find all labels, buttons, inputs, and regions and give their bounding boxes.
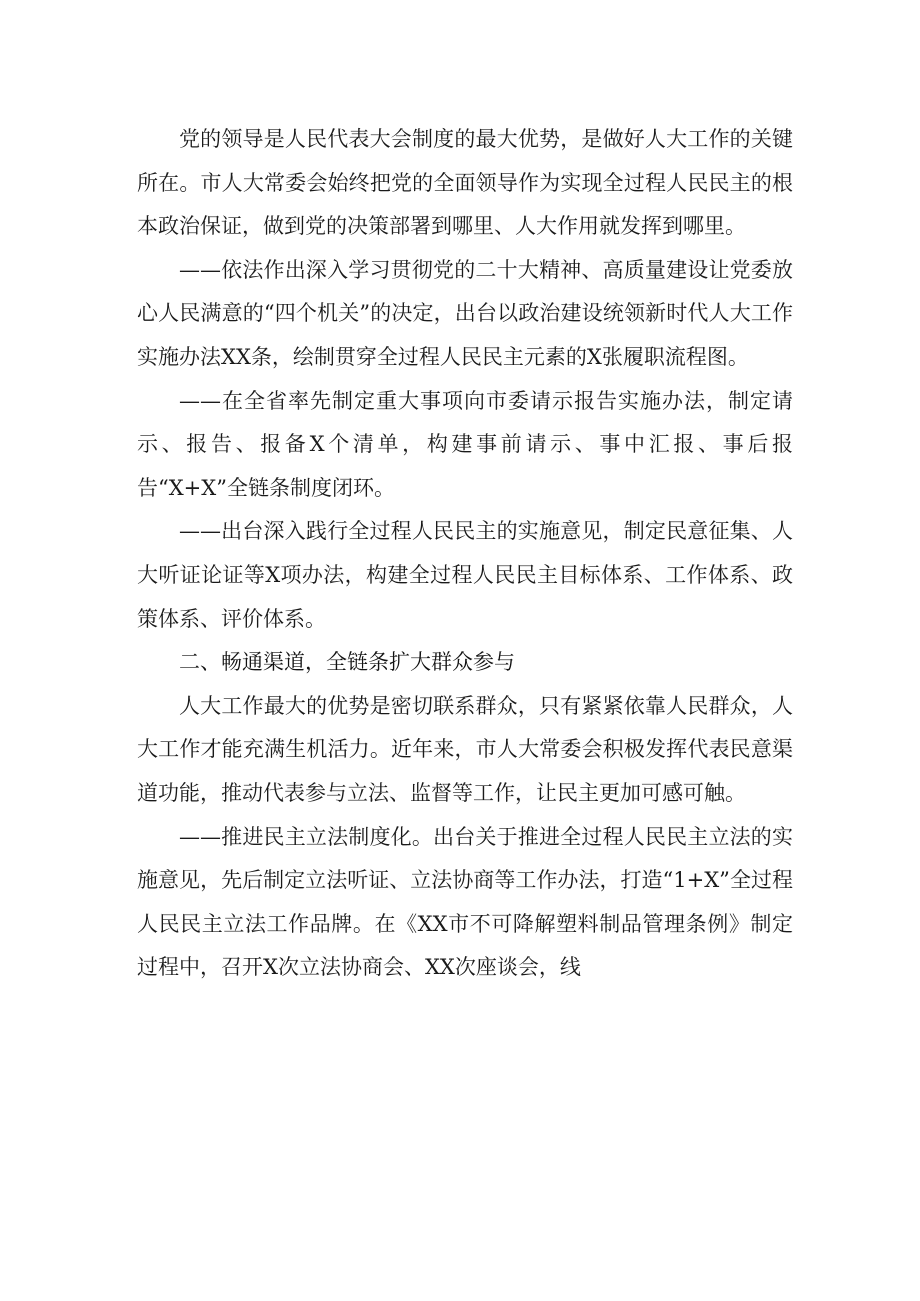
document-body [137, 118, 793, 990]
paragraph-whole-process-democracy: ——出台深入践行全过程人民民主的实施意见，制定民意征集、人大听证论证等X项办法，构建全过程人民民主目标体系、工作体系、政策体系、评价体系。 [137, 519, 793, 631]
section-heading-2: 二、畅通渠道，全链条扩大群众参与 [179, 650, 515, 675]
paragraph-democratic-legislation: ——推进民主立法制度化。出台关于推进全过程人民民主立法的实施意见，先后制定立法听证、立法协商等工作办法，打造“1+X”全过程人民民主立法工作品牌。在《XX市不可降解塑料制品管理条例》制定过程中，召开X次立法协商会、XX次座谈会，线 [137, 824, 793, 980]
paragraph-four-organs-decision: ——依法作出深入学习贯彻党的二十大精神、高质量建设让党委放心人民满意的“四个机关”的决定，出台以政治建设统领新时代人大工作实施办法XX条，绘制贯穿全过程人民民主元素的X张履职流程图。 [137, 257, 793, 369]
paragraph-contact-masses: 人大工作最大的优势是密切联系群众，只有紧紧依靠人民群众，人大工作才能充满生机活力。近年来，市人大常委会积极发挥代表民意渠道功能，推动代表参与立法、监督等工作，让民主更加可感可触。 [137, 693, 793, 805]
paragraph-major-matters-reporting: ——在全省率先制定重大事项向市委请示报告实施办法，制定请示、报告、报备X个清单，构建事前请示、事中汇报、事后报告“X+X”全链条制度闭环。 [137, 388, 793, 500]
paragraph-party-leadership: 党的领导是人民代表大会制度的最大优势，是做好人大工作的关键所在。市人大常委会始终把党的全面领导作为实现全过程人民民主的根本政治保证，做到党的决策部署到哪里、人大作用就发挥到哪里。 [137, 127, 793, 239]
